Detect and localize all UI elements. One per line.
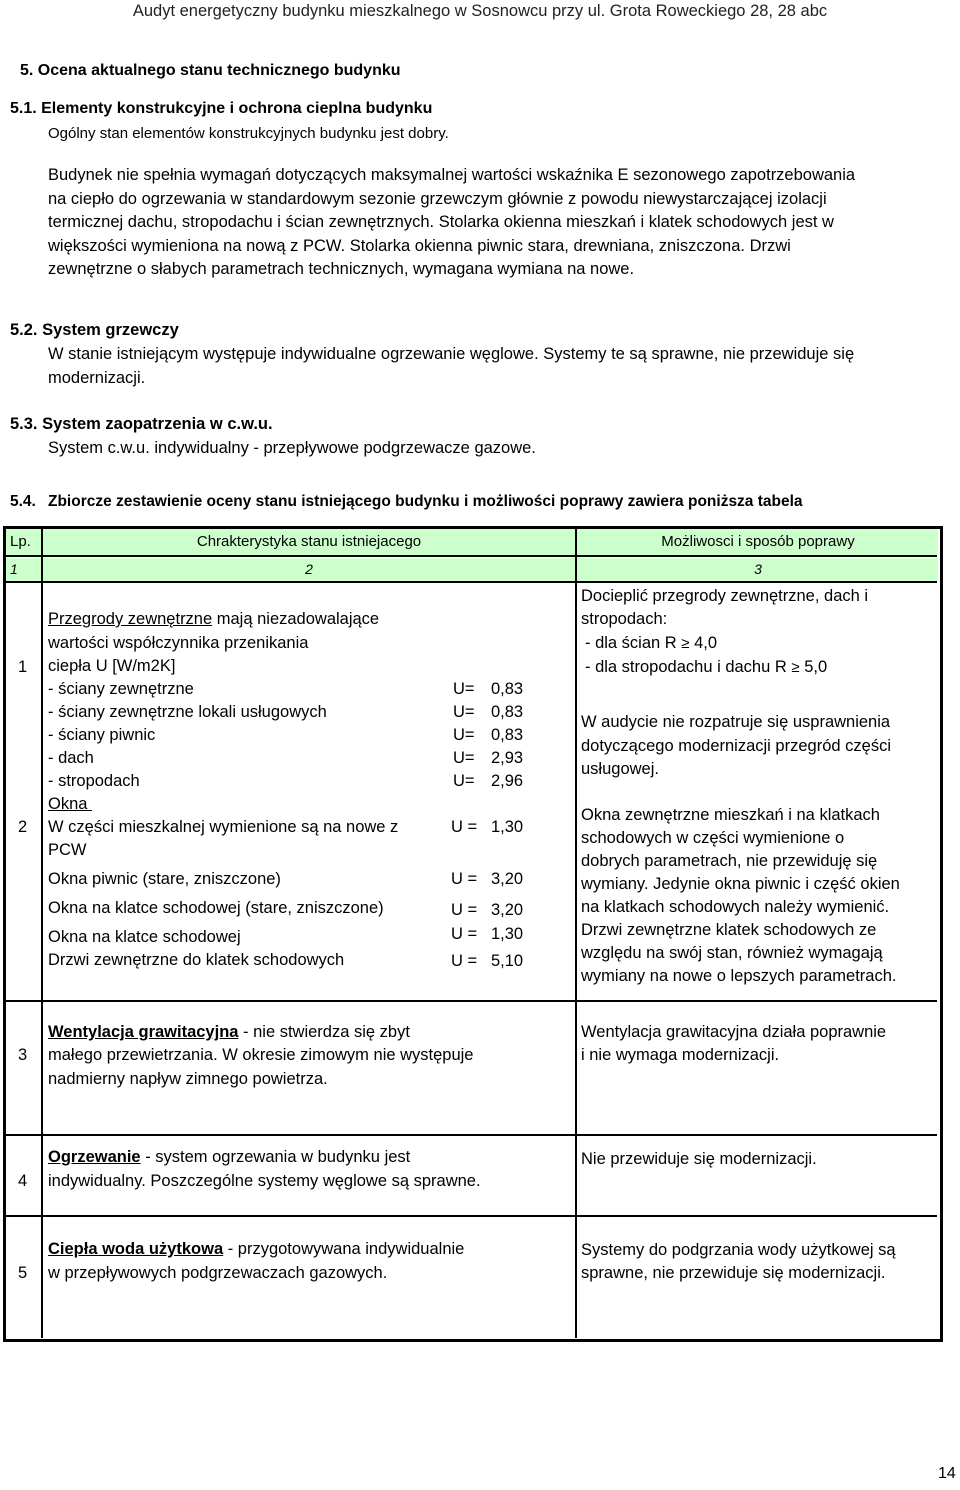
row-1-title-rest: mają niezadowalające bbox=[212, 610, 380, 628]
row-1-item-label: - dach bbox=[48, 749, 94, 767]
row-3-title-line bbox=[48, 1023, 410, 1042]
row-3-line: nadmierny napływ zimnego powietrza. bbox=[48, 1070, 328, 1088]
row-4-title: Ogrzewanie bbox=[48, 1148, 141, 1166]
section-5-3-title: 5.3. System zaopatrzenia w c.w.u. bbox=[10, 415, 273, 433]
row-3-lp: 3 bbox=[18, 1046, 28, 1064]
row-2-item-u: U = bbox=[451, 870, 478, 888]
row-2-item-u: U = bbox=[451, 952, 478, 970]
table-hline bbox=[6, 581, 937, 583]
row-2-improvement-line: dobrych parametrach, nie przewiduję się bbox=[581, 852, 878, 870]
row-1-note-line: W audycie nie rozpatruje się usprawnienia bbox=[581, 713, 891, 731]
table-header-characteristic: Chrakterystyka stanu istniejacego bbox=[196, 533, 422, 550]
row-3-improvement-line: i nie wymaga modernizacji. bbox=[581, 1046, 780, 1064]
row-2-item-value: 3,20 bbox=[491, 901, 524, 919]
table-hline bbox=[6, 555, 937, 557]
section-5-1-para-line: Budynek nie spełnia wymagań dotyczących maksymalnej wartości wskaźnika E sezonowego zapotrzebowania bbox=[48, 166, 856, 184]
geq-symbol: ≥ bbox=[681, 635, 690, 652]
row-2-item-label: W części mieszkalnej wymienione są na nowe z bbox=[48, 818, 399, 836]
row-2-item-value: 3,20 bbox=[491, 870, 524, 888]
row-1-item-label: - ściany piwnic bbox=[48, 726, 156, 744]
row-5-lp: 5 bbox=[18, 1264, 28, 1282]
row-1-roof-requirement bbox=[585, 658, 827, 677]
row-4-improvement-line: Nie przewiduje się modernizacji. bbox=[581, 1150, 817, 1168]
row-2-item-label: Drzwi zewnętrzne do klatek schodowych bbox=[48, 951, 345, 969]
row-1-item-label: - stropodach bbox=[48, 772, 140, 790]
row-2-title: Okna bbox=[48, 795, 93, 813]
row-1-improvement-line: stropodach: bbox=[581, 610, 668, 628]
section-5-title: 5. Ocena aktualnego stanu technicznego budynku bbox=[20, 62, 401, 79]
table-hline bbox=[6, 1000, 937, 1002]
page-header: Audyt energetyczny budynku mieszkalnego w Sosnowcu przy ul. Grota Roweckiego 28, 28 abc bbox=[132, 2, 828, 20]
row-5-improvement-line: sprawne, nie przewiduje się modernizacji. bbox=[581, 1264, 886, 1282]
row-1-line: wartości współczynnika przenikania bbox=[48, 634, 309, 652]
row-2-lp: 2 bbox=[18, 818, 28, 836]
row-1-title: Przegrody zewnętrzne bbox=[48, 610, 213, 628]
row-1-title-line bbox=[48, 610, 379, 629]
row-2-item-u: U = bbox=[451, 818, 478, 836]
page-number: 14 bbox=[938, 1465, 956, 1482]
row-1-item-value: 2,96 bbox=[491, 772, 524, 790]
section-5-1-para-line: na ciepło do ogrzewania w standardowym sezonie grzewczym głównie z powodu niewystarczającej izolacji bbox=[48, 190, 827, 208]
row-5-title: Ciepła woda użytkowa bbox=[48, 1240, 224, 1258]
section-5-4-title: Zbiorcze zestawienie oceny stanu istniejącego budynku i możliwości poprawy zawiera poniższa tabela bbox=[48, 493, 803, 510]
row-2-item-label: Okna na klatce schodowej (stare, zniszczone) bbox=[48, 899, 384, 917]
row-2-item-label2: PCW bbox=[48, 841, 87, 859]
row-1-item-label: - ściany zewnętrzne lokali usługowych bbox=[48, 703, 327, 721]
row-2-item-value: 1,30 bbox=[491, 925, 524, 943]
section-5-1-para-line: większości wymieniona na nową z PCW. Stolarka okienna piwnic stara, drewniana, zniszczona. Drzwi bbox=[48, 237, 791, 255]
roof-value: 5,0 bbox=[804, 658, 828, 676]
row-5-improvement-line: Systemy do podgrzania wody użytkowej są bbox=[581, 1241, 896, 1259]
section-5-2-line: W stanie istniejącym występuje indywidualne ogrzewanie węglowe. Systemy te są sprawne, nie przewiduje się bbox=[48, 345, 855, 363]
row-1-item-label: - ściany zewnętrzne bbox=[48, 680, 194, 698]
section-5-4-num: 5.4. bbox=[10, 493, 36, 510]
table-colnum-1: 1 bbox=[10, 561, 18, 577]
row-3-line: małego przewietrzania. W okresie zimowym nie występuje bbox=[48, 1046, 474, 1064]
row-2-item-label: Okna piwnic (stare, zniszczone) bbox=[48, 870, 281, 888]
row-1-item-u: U= bbox=[453, 726, 475, 744]
walls-label: - dla ścian R bbox=[585, 634, 677, 652]
table-header-improvement: Możliwosci i sposób poprawy bbox=[661, 533, 855, 550]
section-5-1-title: 5.1. Elementy konstrukcyjne i ochrona cieplna budynku bbox=[10, 100, 433, 117]
row-1-walls-requirement bbox=[585, 634, 717, 653]
section-5-1-line: Ogólny stan elementów konstrukcyjnych budynku jest dobry. bbox=[48, 125, 449, 142]
row-1-note-line: usługowej. bbox=[581, 760, 659, 778]
row-1-item-u: U= bbox=[453, 749, 475, 767]
row-5-title-rest: - przygotowywana indywidualnie bbox=[223, 1240, 465, 1258]
row-2-improvement-line: na klatkach schodowych należy wymienić. bbox=[581, 898, 890, 916]
table-colnum-2: 2 bbox=[305, 561, 313, 577]
section-5-2-title: 5.2. System grzewczy bbox=[10, 321, 179, 339]
row-2-improvement-line: względu na swój stan, również wymagają bbox=[581, 944, 883, 962]
row-1-item-value: 0,83 bbox=[491, 703, 524, 721]
row-2-item-value: 5,10 bbox=[491, 952, 524, 970]
row-2-item-value: 1,30 bbox=[491, 818, 524, 836]
row-3-improvement-line: Wentylacja grawitacyjna działa poprawnie bbox=[581, 1023, 887, 1041]
row-2-item-u: U = bbox=[451, 925, 478, 943]
row-2-improvement-line: Okna zewnętrzne mieszkań i na klatkach bbox=[581, 806, 880, 824]
row-3-title: Wentylacja grawitacyjna bbox=[48, 1023, 239, 1041]
section-5-1-para-line: zewnętrzne o słabych parametrach technicznych, wymagana wymiana na nowe. bbox=[48, 260, 635, 278]
geq-symbol: ≥ bbox=[791, 659, 800, 676]
row-1-item-u: U= bbox=[453, 703, 475, 721]
walls-value: 4,0 bbox=[694, 634, 718, 652]
row-2-improvement-line: wymiany. Jedynie okna piwnic i część okien bbox=[581, 875, 900, 893]
row-3-title-rest: - nie stwierdza się zbyt bbox=[238, 1023, 410, 1041]
row-1-improvement-line: Docieplić przegrody zewnętrzne, dach i bbox=[581, 587, 869, 605]
row-1-note-line: dotyczącego modernizacji przegród części bbox=[581, 737, 891, 755]
table-header-lp: Lp. bbox=[10, 533, 31, 550]
table-hline bbox=[6, 1215, 937, 1217]
row-1-lp: 1 bbox=[18, 658, 28, 676]
row-5-title-line bbox=[48, 1240, 464, 1259]
row-2-item-label: Okna na klatce schodowej bbox=[48, 928, 241, 946]
row-1-item-value: 0,83 bbox=[491, 680, 524, 698]
row-4-title-line bbox=[48, 1148, 410, 1167]
table-hline bbox=[6, 1134, 937, 1136]
roof-label: - dla stropodachu i dachu R bbox=[585, 658, 787, 676]
row-4-title-rest: - system ogrzewania w budynku jest bbox=[140, 1148, 411, 1166]
row-1-item-u: U= bbox=[453, 772, 475, 790]
row-1-line: ciepła U [W/m2K] bbox=[48, 657, 176, 675]
section-5-2-line: modernizacji. bbox=[48, 369, 146, 387]
row-2-improvement-line: wymiany na nowe o lepszych parametrach. bbox=[581, 967, 897, 985]
row-1-item-value: 0,83 bbox=[491, 726, 524, 744]
row-4-line: indywidualny. Poszczególne systemy węglowe są sprawne. bbox=[48, 1172, 481, 1190]
row-2-item-u: U = bbox=[451, 901, 478, 919]
row-1-item-u: U= bbox=[453, 680, 475, 698]
section-5-3-line: System c.w.u. indywidualny - przepływowe podgrzewacze gazowe. bbox=[48, 439, 536, 457]
row-4-lp: 4 bbox=[18, 1172, 28, 1190]
row-2-improvement-line: schodowych w części wymienione o bbox=[581, 829, 845, 847]
section-5-1-para-line: termicznej dachu, stropodachu i ścian zewnętrznych. Stolarka okienna mieszkań i klatek schodowych jest w bbox=[48, 213, 834, 231]
row-1-item-value: 2,93 bbox=[491, 749, 524, 767]
row-2-improvement-line: Drzwi zewnętrzne klatek schodowych ze bbox=[581, 921, 877, 939]
table-colnum-3: 3 bbox=[754, 561, 762, 577]
row-5-line: w przepływowych podgrzewaczach gazowych. bbox=[48, 1264, 388, 1282]
